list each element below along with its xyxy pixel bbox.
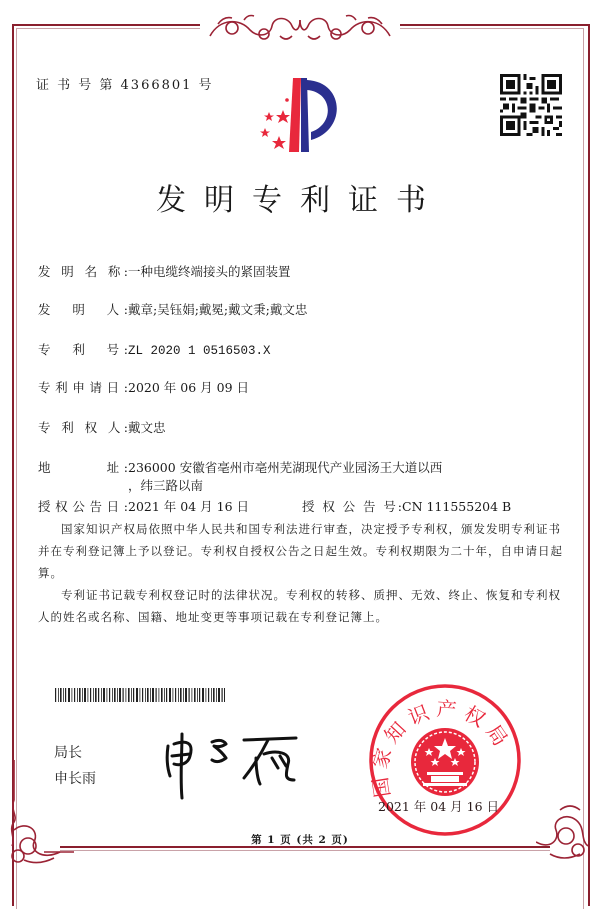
signature-icon [160,730,310,800]
field-value: 2021 年 04 月 16 日 [128,499,249,514]
field-application-date [38,378,249,396]
field-label: 专 利 号: [38,342,128,357]
field-label: 授权公告日: [38,499,128,514]
field-label: 地 址: [38,460,128,475]
document-title: 发明专利证书 [156,183,444,218]
field-inventors [38,300,307,318]
director-title: 局长 [54,745,82,761]
field-address-line2: ，纬三路以南 [128,478,204,493]
field-patent-number [38,340,271,358]
field-value: 戴章;吴钰娟;戴冕;戴文秉;戴文忠 [128,302,308,317]
certificate-number: 证 书 号 第 4366801 号 [36,78,214,93]
legal-status-paragraph: 专利证书记载专利权登记时的法律状况。专利权的转移、质押、无效、终止、恢复和专利权人的姓名或名称、国籍、地址变更等事项记载在专利登记簿上。 [38,588,561,624]
field-value: 一种电缆终端接头的紧固装置 [128,264,291,279]
barcode-icon [55,688,225,702]
field-patentee [38,418,166,436]
national-emblem-icon [411,728,479,796]
seal-text: 国家知识产权局 [366,696,516,800]
field-value: 戴文忠 [128,420,166,435]
field-invention-name [38,262,291,280]
field-value: 2020 年 06 月 09 日 [128,380,249,395]
field-label: 授 权 公 告 号: [302,499,402,514]
field-label: 发 明 名 称: [38,264,128,279]
bottom-border-line-inner [60,850,550,851]
director-name: 申长雨 [54,771,96,787]
field-value: 236000 安徽省亳州市亳州芜湖现代产业园汤王大道以西 [128,460,443,475]
field-value: CN 111555204 B [402,499,512,514]
field-grant-date [38,497,249,515]
seal-date: 2021 年 04 月 16 日 [378,799,499,814]
field-address [38,458,442,476]
field-label: 专 利 权 人: [38,420,128,435]
page-indicator: 第 1 页 (共 2 页) [251,834,349,846]
official-seal-icon [365,680,525,840]
field-value: ZL 2020 1 0516503.X [128,344,271,358]
field-grant-publication-number [302,497,511,515]
field-label: 专利申请日: [38,380,128,395]
dragon-ornament-icon [200,6,400,48]
qr-code-icon [500,74,562,136]
field-label: 发 明 人: [38,302,128,317]
cnipa-logo-icon [255,70,355,160]
grant-statement-paragraph: 国家知识产权局依照中华人民共和国专利法进行审查，决定授予专利权，颁发发明专利证书并在专利登记簿上予以登记。专利权自授权公告之日起生效。专利权期限为二十年，自申请日起算。 [38,522,563,580]
